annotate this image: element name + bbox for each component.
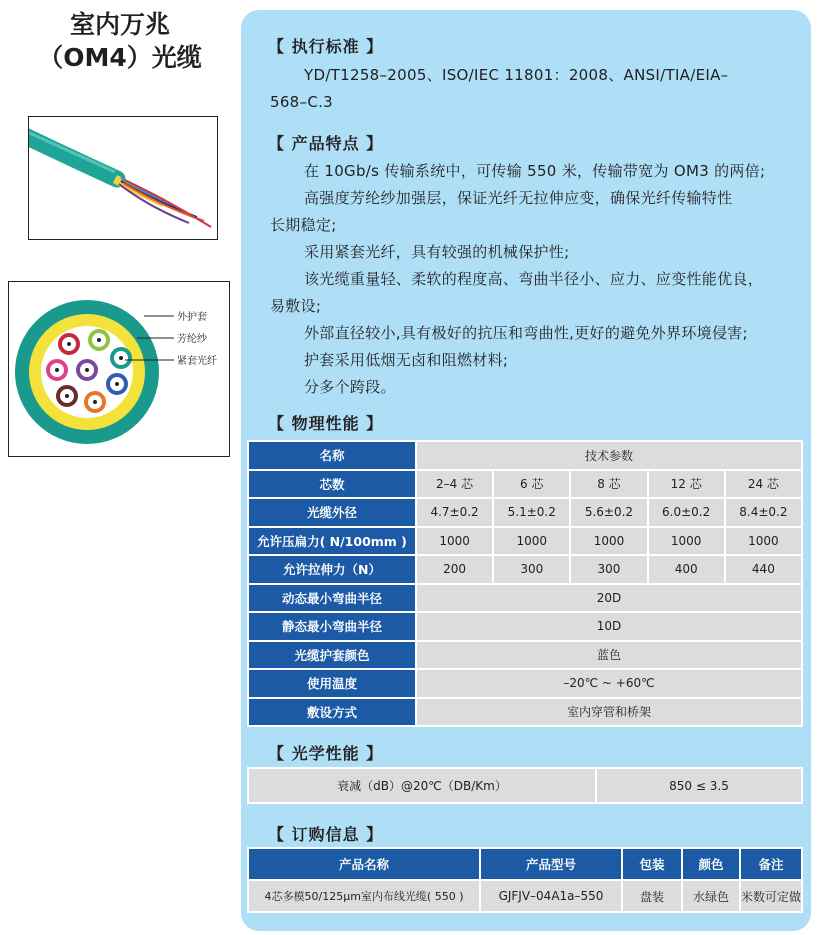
table-cell: 300 xyxy=(494,556,569,583)
feature-line-5: 该光缆重量轻、柔软的程度高、弯曲半径小、应力、应变性能优良， xyxy=(304,270,764,288)
attenuation-label: 衰减（dB）@20℃（DB/Km） xyxy=(249,769,595,802)
table-cell: 蓝色 xyxy=(417,642,801,669)
table-cell: 6 芯 xyxy=(494,471,569,498)
table-cell: 8 芯 xyxy=(571,471,646,498)
table-cell: 24 芯 xyxy=(726,471,801,498)
row-label: 敷设方式 xyxy=(249,699,415,726)
table-row xyxy=(249,528,801,555)
table-cell: 1000 xyxy=(571,528,646,555)
table-cell: 4.7±0.2 xyxy=(417,499,492,526)
standard-heading: 【 执行标准 】 xyxy=(268,37,384,56)
column-header: 备注 xyxy=(741,849,801,879)
column-header: 包装 xyxy=(623,849,681,879)
row-label: 动态最小弯曲半径 xyxy=(249,585,415,612)
product-title xyxy=(0,8,240,74)
product-title-line2: （OM4）光缆 xyxy=(38,43,202,72)
row-label: 静态最小弯曲半径 xyxy=(249,613,415,640)
table-cell: 10D xyxy=(417,613,801,640)
table-row xyxy=(249,585,801,612)
features-heading: 【 产品特点 】 xyxy=(268,134,384,153)
row-label: 允许拉伸力（N） xyxy=(249,556,415,583)
table-cell: 400 xyxy=(649,556,724,583)
cable-photo xyxy=(28,116,218,240)
table-row xyxy=(249,670,801,697)
ordering-heading: 【 订购信息 】 xyxy=(268,825,384,844)
feature-line-1: 在 10Gb/s 传输系统中，可传输 550 米，传输带宽为 OM3 的两倍; xyxy=(304,162,766,180)
feature-line-4: 采用紧套光纤，具有较强的机械保护性; xyxy=(304,243,570,261)
table-row xyxy=(249,613,801,640)
label-aramid-yarn: 芳纶纱 xyxy=(177,334,207,345)
optical-properties-table xyxy=(247,767,803,804)
table-cell: 水绿色 xyxy=(683,881,739,911)
table-cell: 440 xyxy=(726,556,801,583)
table-row xyxy=(249,769,801,802)
row-label: 芯数 xyxy=(249,471,415,498)
table-row xyxy=(249,471,801,498)
optical-heading: 【 光学性能 】 xyxy=(268,744,384,763)
row-label: 允许压扁力( N/100mm ) xyxy=(249,528,415,555)
feature-line-6: 易敷设; xyxy=(270,297,322,315)
feature-line-7: 外部直径较小,具有极好的抗压和弯曲性,更好的避免外界环境侵害; xyxy=(304,324,748,342)
table-cell: 1000 xyxy=(649,528,724,555)
table-cell: 1000 xyxy=(417,528,492,555)
feature-line-9: 分多个跨段。 xyxy=(304,378,396,396)
physical-properties-table xyxy=(247,440,803,727)
table-cell: 200 xyxy=(417,556,492,583)
table-cell: 12 芯 xyxy=(649,471,724,498)
table-cell: 米数可定做 xyxy=(741,881,801,911)
feature-line-2: 高强度芳纶纱加强层，保证光纤无拉伸应变，确保光纤传输特性 xyxy=(304,189,733,207)
table-cell: 2–4 芯 xyxy=(417,471,492,498)
table-row xyxy=(249,499,801,526)
table-cell: 1000 xyxy=(494,528,569,555)
table-cell: 5.1±0.2 xyxy=(494,499,569,526)
param-header: 技术参数 xyxy=(417,442,801,469)
table-cell: GJFJV–04A1a–550 xyxy=(481,881,621,911)
row-label: 使用温度 xyxy=(249,670,415,697)
table-cell: 1000 xyxy=(726,528,801,555)
name-header: 名称 xyxy=(249,442,415,469)
column-header: 产品型号 xyxy=(481,849,621,879)
standard-line-1: YD/T1258–2005、ISO/IEC 11801：2008、ANSI/TIA/EIA– xyxy=(304,66,729,84)
attenuation-value: 850 ≤ 3.5 xyxy=(597,769,801,802)
standard-line-2: 568–C.3 xyxy=(270,93,334,111)
feature-line-8: 护套采用低烟无卤和阻燃材料; xyxy=(304,351,509,369)
label-tight-buffer-fiber: 紧套光纤 xyxy=(177,356,217,367)
table-row xyxy=(249,881,801,911)
table-cell: 300 xyxy=(571,556,646,583)
standard-text xyxy=(270,62,790,116)
table-row xyxy=(249,849,801,879)
table-cell: 5.6±0.2 xyxy=(571,499,646,526)
product-title-line1: 室内万兆 xyxy=(69,10,170,39)
features-text xyxy=(270,158,790,401)
table-cell: 20D xyxy=(417,585,801,612)
table-cell: –20℃ ~ +60℃ xyxy=(417,670,801,697)
table-cell: 6.0±0.2 xyxy=(649,499,724,526)
table-cell: 4芯多模50/125μm室内布线光缆( 550 ) xyxy=(249,881,479,911)
table-cell: 室内穿管和桥架 xyxy=(417,699,801,726)
column-header: 颜色 xyxy=(683,849,739,879)
table-cell: 盘装 xyxy=(623,881,681,911)
table-cell: 8.4±0.2 xyxy=(726,499,801,526)
ordering-info-table xyxy=(247,847,803,913)
column-header: 产品名称 xyxy=(249,849,479,879)
physical-heading: 【 物理性能 】 xyxy=(268,414,384,433)
feature-line-3: 长期稳定; xyxy=(270,216,337,234)
label-outer-jacket: 外护套 xyxy=(177,312,207,323)
table-row xyxy=(249,442,801,469)
table-row xyxy=(249,699,801,726)
row-label: 光缆护套颜色 xyxy=(249,642,415,669)
cable-cross-section xyxy=(8,281,230,457)
table-row xyxy=(249,556,801,583)
row-label: 光缆外径 xyxy=(249,499,415,526)
table-row xyxy=(249,642,801,669)
